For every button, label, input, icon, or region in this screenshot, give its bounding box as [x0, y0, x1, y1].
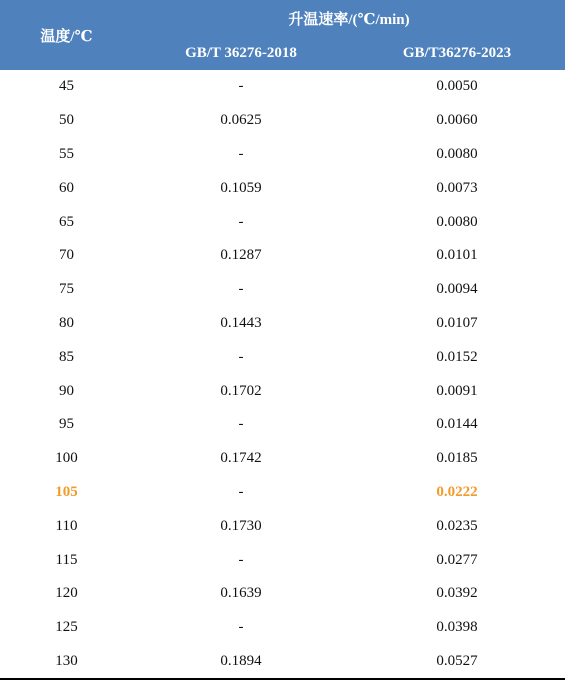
temperature-cell: 60 — [59, 179, 74, 196]
rate-2018-cell: - — [238, 483, 244, 500]
temperature-cell: 100 — [55, 450, 78, 467]
rate-2018-cell: 0.1730 — [220, 517, 262, 534]
rate-2023-cell: 0.0094 — [436, 281, 478, 298]
rate-2018-cell: - — [238, 619, 244, 636]
table-row — [0, 138, 565, 172]
temperature-cell: 50 — [59, 112, 74, 129]
table-row — [0, 205, 565, 239]
temperature-cell: 130 — [55, 652, 78, 669]
rate-2018-cell: 0.1742 — [220, 450, 262, 467]
table-row — [0, 171, 565, 205]
rate-2023-cell: 0.0091 — [436, 382, 478, 399]
temperature-cell: 105 — [55, 483, 78, 500]
temperature-cell: 115 — [55, 551, 78, 568]
temperature-cell: 110 — [55, 517, 78, 534]
rate-2023-cell: 0.0060 — [436, 112, 478, 129]
table-row — [0, 70, 565, 104]
table-row — [0, 104, 565, 138]
temperature-cell: 125 — [55, 619, 78, 636]
table-body — [0, 70, 565, 678]
rate-2018-cell: 0.1287 — [220, 247, 262, 264]
table-row — [0, 611, 565, 645]
temperature-cell: 85 — [59, 348, 74, 365]
table-row — [0, 577, 565, 611]
table-row — [0, 442, 565, 476]
rate-2023-cell: 0.0277 — [436, 551, 478, 568]
rate-2023-cell: 0.0222 — [436, 483, 478, 500]
temperature-cell: 90 — [59, 382, 74, 399]
rate-2023-cell: 0.0050 — [436, 78, 478, 95]
rate-2018-cell: 0.1702 — [220, 382, 262, 399]
table-row — [0, 509, 565, 543]
table-row — [0, 408, 565, 442]
temperature-cell: 70 — [59, 247, 74, 264]
table-row — [0, 273, 565, 307]
rate-2023-cell: 0.0080 — [436, 145, 478, 162]
rate-2018-cell: 0.1894 — [220, 652, 262, 669]
rate-2018-cell: 0.1443 — [220, 314, 262, 331]
rate-2023-cell: 0.0080 — [436, 213, 478, 230]
standard-2018-column-header: GB/T 36276-2018 — [185, 44, 297, 61]
table-row — [0, 340, 565, 374]
standard-2023-column-header: GB/T36276-2023 — [402, 44, 512, 61]
rate-2023-cell: 0.0107 — [436, 314, 478, 331]
temperature-cell: 95 — [59, 416, 74, 433]
table-header — [0, 0, 565, 70]
rate-2023-cell: 0.0144 — [436, 416, 478, 433]
rate-2023-cell: 0.0185 — [436, 450, 478, 467]
temperature-cell: 65 — [59, 213, 74, 230]
rate-2018-cell: - — [238, 348, 244, 365]
rate-2018-cell: 0.1059 — [220, 179, 262, 196]
heating-rate-group-header: 升温速率/(℃/min) — [288, 11, 410, 28]
table-row — [0, 543, 565, 577]
rate-2018-cell: - — [238, 281, 244, 298]
temperature-cell: 75 — [59, 281, 74, 298]
rate-2023-cell: 0.0235 — [436, 517, 478, 534]
rate-2023-cell: 0.0073 — [436, 179, 478, 196]
rate-2018-cell: - — [238, 416, 244, 433]
rate-2018-cell: 0.1639 — [220, 585, 262, 602]
rate-2023-cell: 0.0101 — [436, 247, 478, 264]
rate-2018-cell: - — [238, 145, 244, 162]
temperature-cell: 55 — [59, 145, 74, 162]
temperature-cell: 80 — [59, 314, 74, 331]
rate-2018-cell: - — [238, 551, 244, 568]
rate-2018-cell: 0.0625 — [220, 112, 262, 129]
table-row — [0, 374, 565, 408]
rate-2018-cell: - — [238, 78, 244, 95]
table-row — [0, 239, 565, 273]
temperature-cell: 45 — [59, 78, 74, 95]
table-row — [0, 476, 565, 510]
table-row — [0, 645, 565, 679]
rate-2023-cell: 0.0398 — [436, 619, 478, 636]
temperature-column-header: 温度/℃ — [40, 28, 93, 45]
rate-2023-cell: 0.0527 — [436, 652, 478, 669]
rate-2018-cell: - — [238, 213, 244, 230]
table-row — [0, 307, 565, 341]
rate-2023-cell: 0.0392 — [436, 585, 478, 602]
rate-2023-cell: 0.0152 — [436, 348, 478, 365]
temperature-cell: 120 — [55, 585, 78, 602]
